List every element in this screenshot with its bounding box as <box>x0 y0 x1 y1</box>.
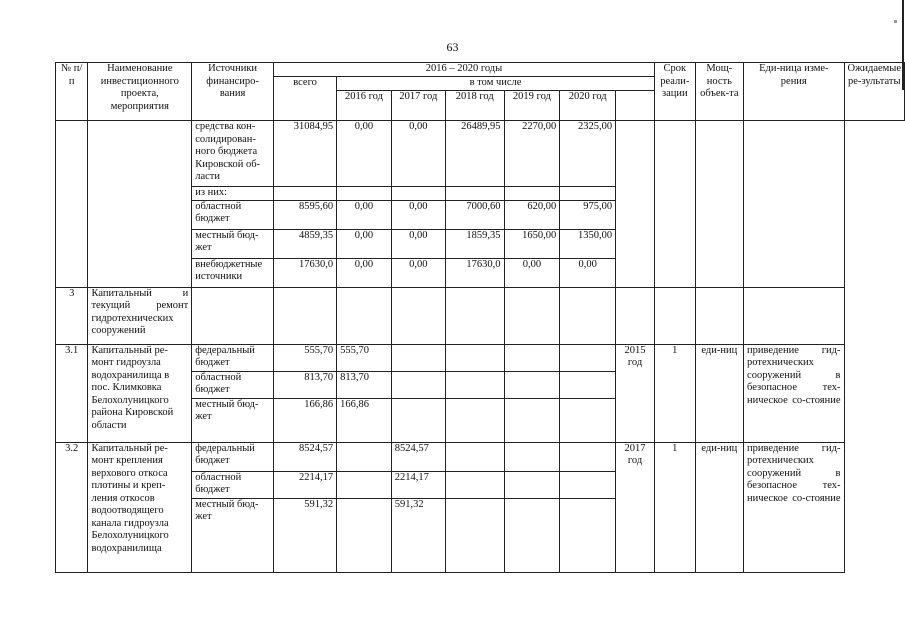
amount-total: 31084,95 <box>273 121 336 187</box>
amount-2017 <box>391 344 445 371</box>
cell-empty <box>654 121 695 288</box>
project-term: 2017 год <box>616 442 655 572</box>
amount-2020: 1350,00 <box>560 229 616 258</box>
source-cell: областной бюджет <box>192 471 274 498</box>
header-year-2020: 2020 год <box>560 91 616 121</box>
section-name-text: Капитальный и текущий ремонт гидротехнических сооружений <box>91 287 189 336</box>
cell-empty <box>616 121 655 288</box>
amount-total: 8595,60 <box>273 200 336 229</box>
amount-total: 8524,57 <box>273 442 336 471</box>
source-cell: из них: <box>192 187 274 201</box>
header-capacity: Мощ-ность объек-та <box>695 63 743 121</box>
source-cell: средства кон-солидирован-ного бюджета Кировской об-ласти <box>192 121 274 187</box>
cell-empty <box>391 287 445 344</box>
amount-2016 <box>337 442 392 471</box>
amount-2017: 591,32 <box>391 498 445 572</box>
amount-2017 <box>391 187 445 201</box>
cell-empty <box>695 287 743 344</box>
amount-2018 <box>445 442 504 471</box>
amount-2016: 0,00 <box>337 200 392 229</box>
amount-2018 <box>445 344 504 371</box>
amount-2020 <box>560 442 616 471</box>
cell-empty <box>504 287 560 344</box>
amount-2017 <box>391 398 445 442</box>
project-num: 3.1 <box>56 344 88 442</box>
project-result-text: приведение гид-ротехнических сооружений в безопасное тех-ническое со-стояние <box>747 442 841 504</box>
amount-total: 166,86 <box>273 398 336 442</box>
amount-2016: 0,00 <box>337 258 392 287</box>
cell-empty <box>445 287 504 344</box>
table-row <box>56 344 905 371</box>
amount-2018: 1859,35 <box>445 229 504 258</box>
amount-2018: 26489,95 <box>445 121 504 187</box>
amount-total: 813,70 <box>273 371 336 398</box>
amount-2018 <box>445 371 504 398</box>
amount-2020 <box>560 398 616 442</box>
scan-speck <box>894 20 897 23</box>
amount-2020 <box>560 471 616 498</box>
amount-2020 <box>560 371 616 398</box>
amount-2018: 17630,0 <box>445 258 504 287</box>
project-term: 2015 год <box>616 344 655 442</box>
amount-2017: 0,00 <box>391 121 445 187</box>
source-cell: местный бюд-жет <box>192 229 274 258</box>
amount-2019 <box>504 398 560 442</box>
header-year-2017: 2017 год <box>391 91 445 121</box>
project-num: 3.2 <box>56 442 88 572</box>
amount-2019 <box>504 498 560 572</box>
page-number: 63 <box>446 40 459 54</box>
header-year-2018: 2018 год <box>445 91 504 121</box>
amount-2016: 0,00 <box>337 229 392 258</box>
amount-2018 <box>445 398 504 442</box>
source-cell: областной бюджет <box>192 371 274 398</box>
amount-2020 <box>560 344 616 371</box>
amount-2019 <box>504 371 560 398</box>
cell-empty <box>744 121 844 288</box>
table-row <box>56 442 905 471</box>
section-name <box>88 287 192 344</box>
table-row <box>56 287 905 344</box>
cell-empty <box>56 121 88 288</box>
amount-2020: 0,00 <box>560 258 616 287</box>
header-term: Срок реали-зации <box>654 63 695 121</box>
amount-2019: 2270,00 <box>504 121 560 187</box>
amount-2018: 7000,60 <box>445 200 504 229</box>
cell-empty <box>273 287 336 344</box>
amount-total <box>273 187 336 201</box>
amount-2019: 1650,00 <box>504 229 560 258</box>
cell-empty <box>695 121 743 288</box>
amount-2017: 0,00 <box>391 258 445 287</box>
amount-total: 4859,35 <box>273 229 336 258</box>
cell-empty <box>192 287 274 344</box>
cell-empty <box>744 287 844 344</box>
source-cell: федеральный бюджет <box>192 344 274 371</box>
amount-2016: 555,70 <box>337 344 392 371</box>
cell-empty <box>88 121 192 288</box>
amount-2019: 0,00 <box>504 258 560 287</box>
project-result-text: приведение гид-ротехнических сооружений в безопасное тех-ническое со-стояние <box>747 344 841 406</box>
amount-2018 <box>445 471 504 498</box>
investment-table <box>55 62 905 573</box>
source-cell: внебюджетные источники <box>192 258 274 287</box>
header-year-2016: 2016 год <box>337 91 392 121</box>
amount-2019 <box>504 442 560 471</box>
cell-empty <box>560 287 616 344</box>
project-unit: еди-ниц <box>695 442 743 572</box>
amount-2019 <box>504 471 560 498</box>
amount-total: 555,70 <box>273 344 336 371</box>
amount-total: 2214,17 <box>273 471 336 498</box>
project-capacity: 1 <box>654 344 695 442</box>
amount-2019 <box>504 187 560 201</box>
amount-2017: 8524,57 <box>391 442 445 471</box>
amount-2017 <box>391 371 445 398</box>
amount-2017: 0,00 <box>391 229 445 258</box>
source-cell: федеральный бюджет <box>192 442 274 471</box>
amount-2020: 2325,00 <box>560 121 616 187</box>
cell-empty <box>654 287 695 344</box>
amount-total: 17630,0 <box>273 258 336 287</box>
project-name: Капитальный ре-монт гидроузла водохранилища в пос. Климковка Белохолуницкого района Кировской области <box>88 344 192 442</box>
amount-total: 591,32 <box>273 498 336 572</box>
amount-2019 <box>504 344 560 371</box>
amount-2019: 620,00 <box>504 200 560 229</box>
project-result <box>744 442 844 572</box>
amount-2017: 2214,17 <box>391 471 445 498</box>
source-cell: местный бюд-жет <box>192 498 274 572</box>
table-row <box>56 121 905 187</box>
header-total: всего <box>273 77 336 121</box>
amount-2020 <box>560 187 616 201</box>
header-num: № п/п <box>56 63 88 121</box>
header-period: 2016 – 2020 годы <box>273 63 654 77</box>
amount-2016: 166,86 <box>337 398 392 442</box>
header-year-2019: 2019 год <box>504 91 560 121</box>
amount-2016 <box>337 471 392 498</box>
amount-2017: 0,00 <box>391 200 445 229</box>
project-unit: еди-ниц <box>695 344 743 442</box>
section-num: 3 <box>56 287 88 344</box>
amount-2016 <box>337 187 392 201</box>
header-unit: Еди-ница изме-рения <box>744 63 844 121</box>
amount-2016: 813,70 <box>337 371 392 398</box>
project-result <box>744 344 844 442</box>
cell-empty <box>616 287 655 344</box>
header-sources: Источники финансиро-вания <box>192 63 274 121</box>
cell-empty <box>337 287 392 344</box>
header-including: в том числе <box>337 77 655 91</box>
header-project-name: Наименование инвестиционного проекта, мероприятия <box>88 63 192 121</box>
header-results: Ожидаемые ре-зультаты <box>844 63 904 121</box>
source-cell: местный бюд-жет <box>192 398 274 442</box>
amount-2020: 975,00 <box>560 200 616 229</box>
amount-2018 <box>445 498 504 572</box>
project-capacity: 1 <box>654 442 695 572</box>
source-cell: областной бюджет <box>192 200 274 229</box>
amount-2018 <box>445 187 504 201</box>
project-name: Капитальный ре-монт крепления верхового откоса плотины и креп-ления откосов водоотводящего канала гидроузла Белохолуницкого водохранилища <box>88 442 192 572</box>
amount-2020 <box>560 498 616 572</box>
amount-2016: 0,00 <box>337 121 392 187</box>
amount-2016 <box>337 498 392 572</box>
